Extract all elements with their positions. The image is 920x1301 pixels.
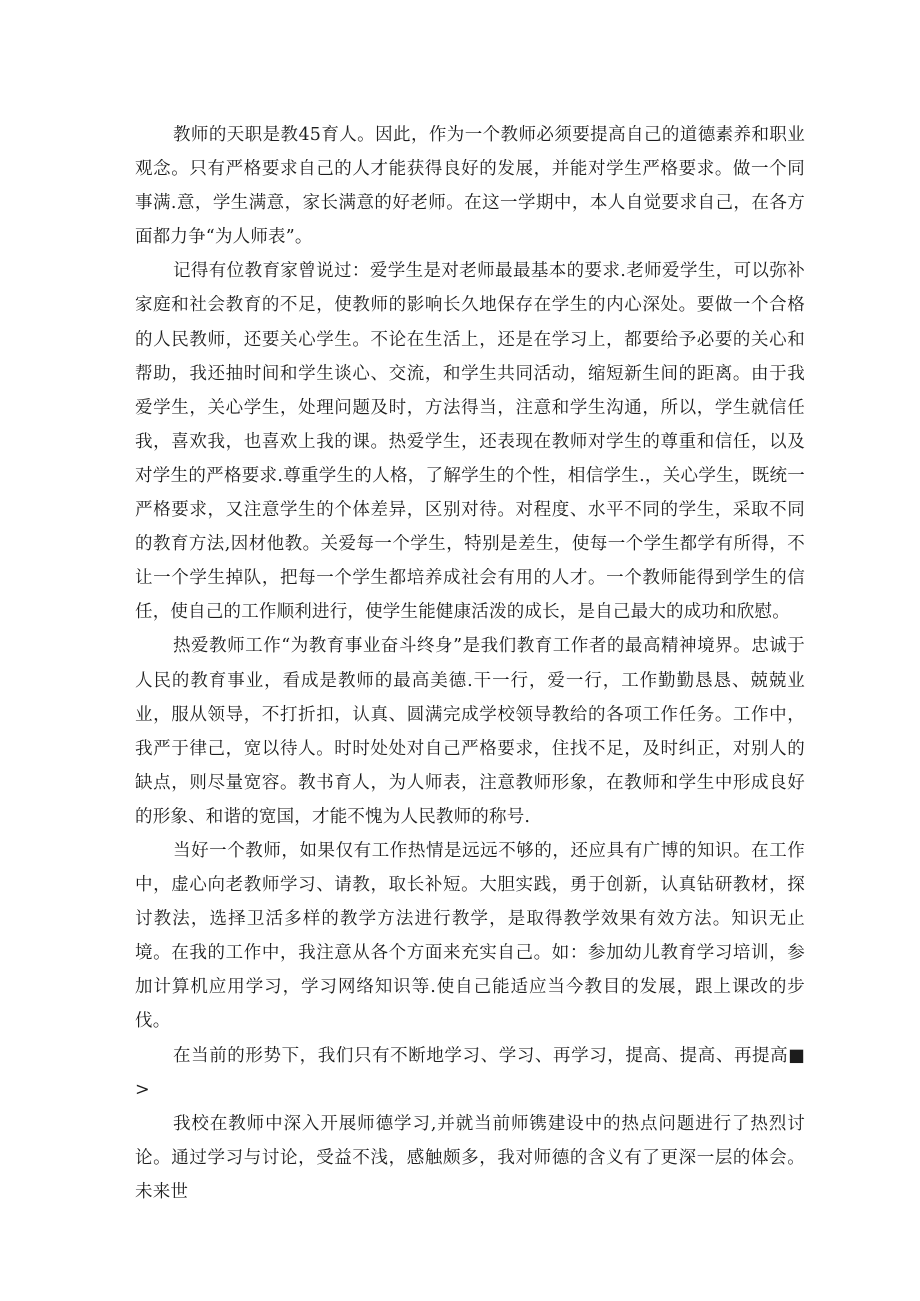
- document-body: [135, 118, 805, 1209]
- paragraph-3: 热爱教师工作“为教育事业奋斗终身”是我们教育工作者的最高精神境界。忠诚于人民的教育事业，看成是教师的最高美德.干一行，爱一行，工作勤勤恳恳、兢兢业业，服从领导，不打折扣，认真、圆满完成学校领导教给的各项工作任务。工作中，我严于律己，宽以待人。时时处处对自己严格要求，住找不足，及时纠正，对别人的缺点，则尽量宽容。教书育人，为人师表，注意教师形象，在教师和学生中形成良好的形象、和谐的宽国，才能不愧为人民教师的称号.: [135, 636, 805, 827]
- paragraph-4: 当好一个教师，如果仅有工作热情是远远不够的，还应具有广博的知识。在工作中，虚心向老教师学习、请教，取长补短。大胆实践，勇于创新，认真钻研教材，探讨教法，选择卫活多样的教学方法进行教学，是取得教学效果有效方法。知识无止境。在我的工作中，我注意从各个方面来充实自己。如：参加幼儿教育学习培训，参加计算机应用学习，学习网络知识等.使自己能适应当今教目的发展，跟上课改的步伐。: [135, 840, 805, 1032]
- paragraph-1: 教师的天职是教45育人。因此，作为一个教师必须要提高自己的道德素养和职业观念。只有严格要求自己的人才能获得良好的发展，并能对学生严格要求。做一个同事满.意，学生满意，家长满意的好老师。在这一学期中，本人自觉要求自己，在各方面都力争“为人师表”。: [135, 125, 805, 248]
- paragraph-6: 我校在教师中深入开展师德学习,并就当前师镌建设中的热点问题进行了热烈讨论。通过学习与讨论，受益不浅，感触颇多，我对师德的含义有了更深一层的体会。未来世: [135, 1113, 805, 1202]
- paragraph-5: 在当前的形势下，我们只有不断地学习、学习、再学习，提高、提高、再提高■>: [135, 1045, 805, 1100]
- paragraph-2: 记得有位教育家曾说过：爱学生是对老师最最基本的要求.老师爱学生，可以弥补家庭和社会教育的不足，使教师的影响长久地保存在学生的内心深处。要做一个合格的人民教师，还要关心学生。不论在生活上，还是在学习上，都要给予必要的关心和帮助，我还抽时间和学生谈心、交流，和学生共同活动，缩短新生间的距离。由于我爱学生，关心学生，处理问题及时，方法得当，注意和学生沟通，所以，学生就信任我，喜欢我，也喜欢上我的课。热爱学生，还表现在教师对学生的尊重和信任，以及对学生的严格要求.尊重学生的人格，了解学生的个性，相信学生.，关心学生，既统一严格要求，又注意学生的个体差异，区别对待。对程度、水平不同的学生，采取不同的教育方法,因材他教。关爱每一个学生，特别是差生，使每一个学生都学有所得，不让一个学生掉队，把每一个学生都培养成社会有用的人才。一个教师能得到学生的信任，使自己的工作顺利进行，使学生能健康活泼的成长，是自己最大的成功和欣慰。: [135, 261, 805, 623]
